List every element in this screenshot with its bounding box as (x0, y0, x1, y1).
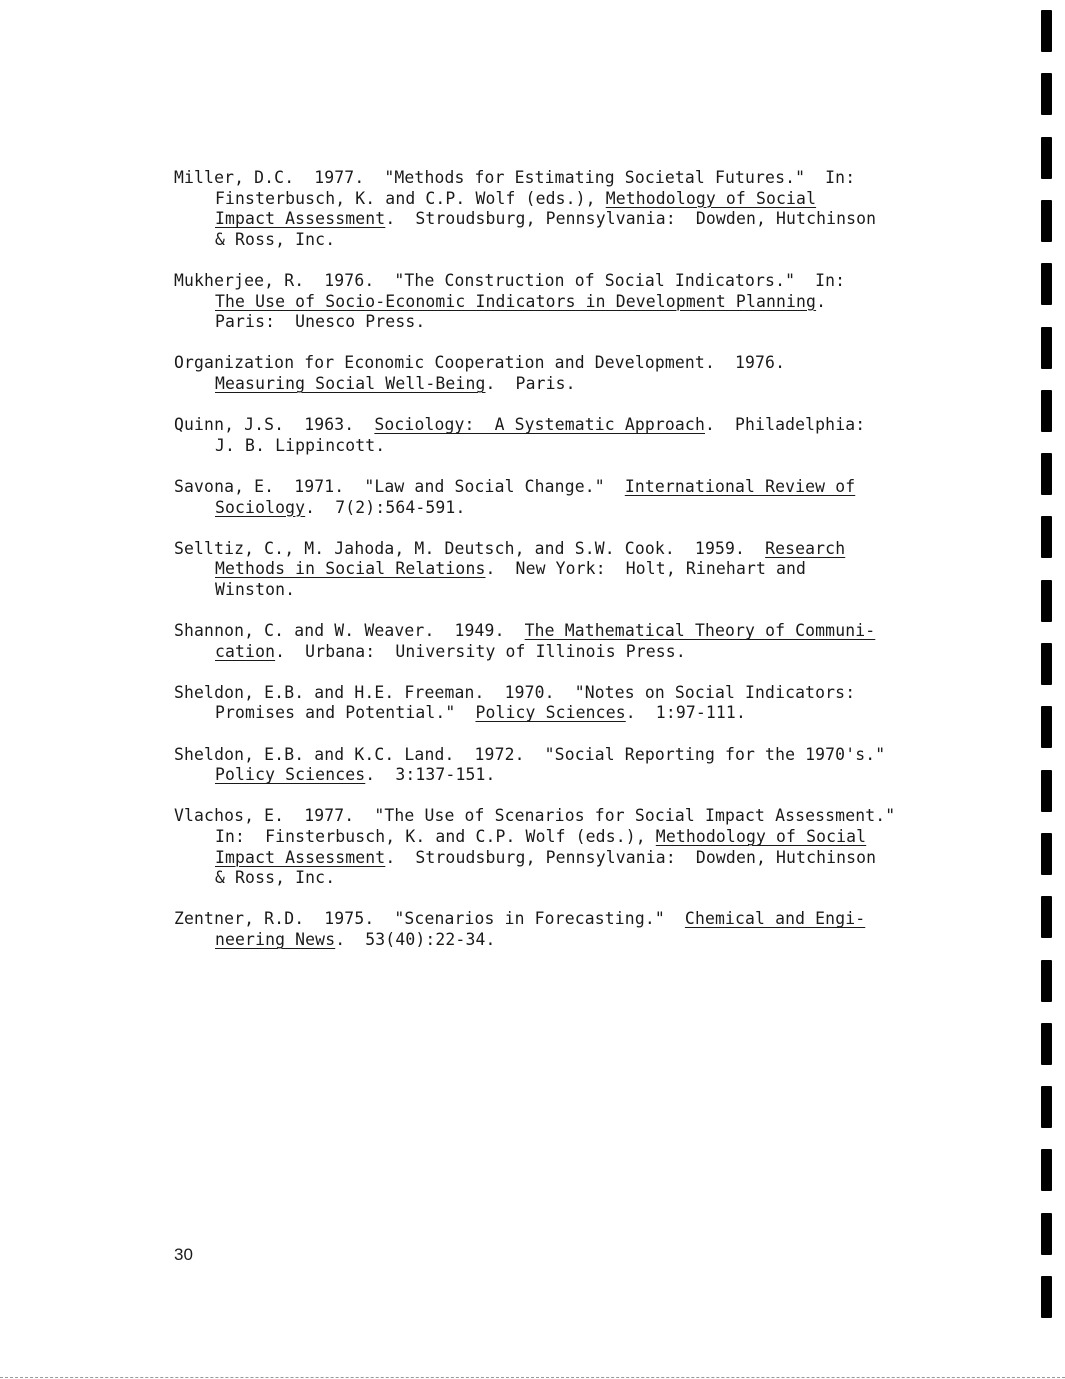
reference-line (174, 806, 934, 827)
reference-text: Miller, D.C. 1977. "Methods for Estimating Societal Futures." In: (174, 168, 856, 187)
reference-line (174, 642, 934, 663)
underlined-title: Measuring Social Well-Being (215, 373, 486, 393)
reference-entry (174, 477, 934, 518)
underlined-title: Impact Assessment (215, 209, 386, 229)
binding-mark (1041, 137, 1052, 179)
reference-text: Paris: Unesco Press. (215, 312, 426, 332)
reference-line (174, 189, 934, 210)
reference-text: . 53(40):22-34. (335, 929, 496, 949)
reference-text: Vlachos, E. 1977. "The Use of Scenarios for Social Impact Assessment." (174, 806, 896, 826)
binding-mark (1041, 770, 1052, 812)
binding-mark (1041, 833, 1052, 875)
reference-line (174, 498, 934, 519)
reference-entry (174, 909, 934, 950)
binding-mark (1041, 1086, 1052, 1128)
binding-marks (1038, 0, 1065, 1379)
reference-text: In: Finsterbusch, K. and C.P. Wolf (eds.), (215, 827, 656, 846)
binding-mark (1041, 263, 1052, 305)
underlined-title: Sociology: A Systematic Approach (374, 415, 705, 435)
reference-text: . New York: Holt, Rinehart and (485, 559, 807, 579)
reference-line (174, 683, 934, 704)
binding-mark (1041, 643, 1052, 685)
reference-text: . Stroudsburg, Pennsylvania: Dowden, Hutchinson (385, 847, 877, 867)
reference-line (174, 848, 934, 869)
reference-line (174, 703, 934, 724)
underlined-title: Policy Sciences (215, 765, 366, 785)
reference-line (174, 580, 934, 601)
reference-text: . 7(2):564-591. (305, 497, 466, 517)
reference-line (174, 621, 934, 642)
reference-line (174, 559, 934, 580)
reference-entry (174, 168, 934, 250)
reference-line (174, 827, 934, 848)
binding-mark (1041, 960, 1052, 1002)
reference-text: Promises and Potential." (215, 703, 476, 723)
reference-line (174, 374, 934, 395)
underlined-title: Chemical and Engi- (684, 909, 866, 929)
reference-text: Sheldon, E.B. and K.C. Land. 1972. "Social Reporting for the 1970's." (174, 744, 886, 764)
reference-text: Finsterbusch, K. and C.P. Wolf (eds.), (215, 188, 606, 208)
reference-text: Organization for Economic Cooperation and Development. 1976. (174, 353, 786, 373)
reference-text: . 3:137-151. (365, 765, 496, 785)
reference-text: . (816, 291, 827, 311)
reference-text: Shannon, C. and W. Weaver. 1949. (174, 621, 525, 641)
underlined-title: The Use of Socio-Economic Indicators in Development Planning (215, 291, 817, 311)
reference-line (174, 292, 934, 313)
reference-entry (174, 745, 934, 786)
underlined-title: The Mathematical Theory of Communi- (524, 621, 876, 641)
binding-mark (1041, 1213, 1052, 1255)
binding-mark (1041, 706, 1052, 748)
reference-text: Quinn, J.S. 1963. (174, 415, 375, 435)
reference-entry (174, 353, 934, 394)
binding-mark (1041, 327, 1052, 369)
reference-line (174, 168, 934, 189)
binding-mark (1041, 200, 1052, 242)
binding-mark (1041, 1023, 1052, 1065)
reference-text: Mukherjee, R. 1976. "The Construction of Social Indicators." In: (174, 270, 846, 290)
binding-mark (1041, 580, 1052, 622)
reference-line (174, 312, 934, 333)
reference-entry (174, 621, 934, 662)
binding-mark (1041, 73, 1052, 115)
underlined-title: neering News (215, 929, 336, 949)
underlined-title: International Review of (624, 476, 856, 496)
reference-text: . Urbana: University of Illinois Press. (275, 641, 686, 661)
binding-mark (1041, 1276, 1052, 1318)
underlined-title: Methodology of Social (605, 188, 817, 208)
underlined-title: Methods in Social Relations (215, 559, 486, 579)
reference-text: . Paris. (485, 373, 576, 393)
reference-line (174, 539, 934, 560)
page-number: 30 (174, 1245, 193, 1264)
underlined-title: Impact Assessment (215, 847, 386, 867)
binding-mark (1041, 390, 1052, 432)
binding-mark (1041, 1149, 1052, 1191)
underlined-title: cation (215, 641, 276, 661)
reference-line (174, 868, 934, 889)
reference-text: Zentner, R.D. 1975. "Scenarios in Forecasting." (174, 909, 685, 929)
reference-line (174, 415, 934, 436)
reference-line (174, 230, 934, 251)
underlined-title: Methodology of Social (655, 827, 867, 846)
reference-line (174, 209, 934, 230)
reference-line (174, 909, 934, 930)
reference-entry (174, 271, 934, 333)
reference-text: . Philadelphia: (704, 415, 866, 435)
reference-entry (174, 683, 934, 724)
reference-line (174, 271, 934, 292)
reference-text: & Ross, Inc. (215, 229, 336, 249)
reference-text: & Ross, Inc. (215, 868, 336, 888)
reference-line (174, 353, 934, 374)
binding-mark (1041, 453, 1052, 495)
reference-entry (174, 539, 934, 601)
underlined-title: Research (765, 538, 846, 558)
binding-mark (1041, 896, 1052, 938)
underlined-title: Sociology (215, 497, 306, 517)
reference-line (174, 436, 934, 457)
reference-text: Selltiz, C., M. Jahoda, M. Deutsch, and S.W. Cook. 1959. (174, 538, 766, 558)
reference-line (174, 477, 934, 498)
reference-text: Winston. (215, 579, 296, 599)
underlined-title: Policy Sciences (475, 703, 626, 723)
reference-line (174, 930, 934, 951)
reference-line (174, 765, 934, 786)
reference-line (174, 745, 934, 766)
reference-text: J. B. Lippincott. (215, 435, 386, 455)
reference-list (174, 168, 934, 971)
reference-text: . 1:97-111. (625, 703, 746, 723)
binding-mark (1041, 10, 1052, 52)
reference-entry (174, 806, 934, 888)
bottom-edge-rule (0, 1377, 1065, 1378)
reference-entry (174, 415, 934, 456)
binding-mark (1041, 516, 1052, 558)
reference-text: Savona, E. 1971. "Law and Social Change." (174, 476, 625, 496)
reference-text: . Stroudsburg, Pennsylvania: Dowden, Hutchinson (385, 209, 877, 229)
reference-text: Sheldon, E.B. and H.E. Freeman. 1970. "Notes on Social Indicators: (174, 682, 856, 702)
